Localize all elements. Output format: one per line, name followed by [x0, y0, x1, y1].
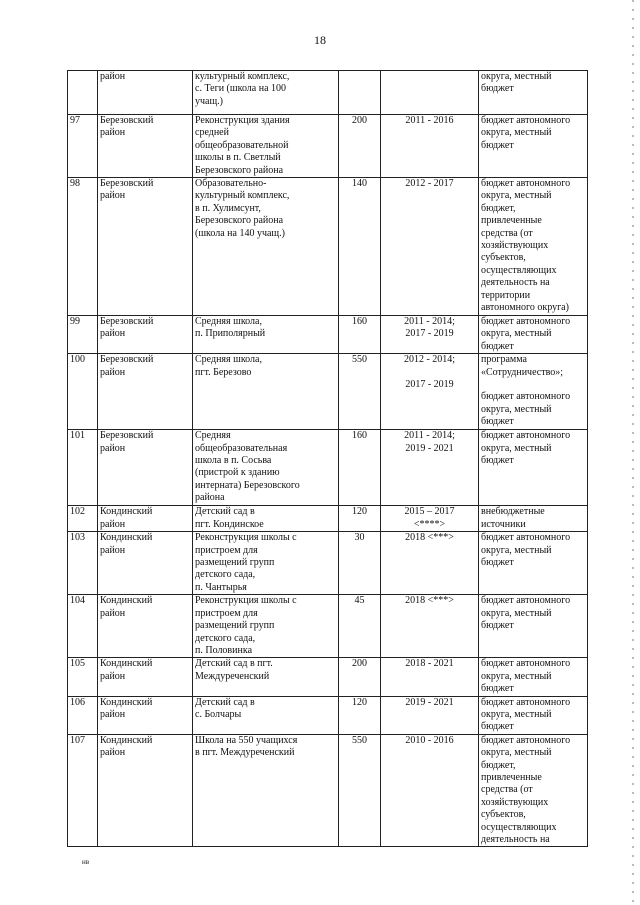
- table-row: [68, 595, 588, 658]
- funding-source-cell: бюджет автономного округа, местный бюджет: [479, 532, 588, 595]
- period-cell: 2019 - 2021: [381, 696, 479, 734]
- table-row: [68, 658, 588, 696]
- scan-edge: [632, 0, 634, 905]
- district-cell: Березовский район: [98, 316, 193, 354]
- row-number: 101: [68, 430, 98, 506]
- page-number: 18: [314, 33, 326, 47]
- row-number: 105: [68, 658, 98, 696]
- capacity-cell: 30: [339, 532, 381, 595]
- funding-source-cell: округа, местный бюджет: [479, 71, 588, 115]
- capacity-cell: 120: [339, 696, 381, 734]
- capacity-cell: 45: [339, 595, 381, 658]
- district-cell: Березовский район: [98, 115, 193, 178]
- row-number: 104: [68, 595, 98, 658]
- row-number: 102: [68, 506, 98, 532]
- table-row: [68, 696, 588, 734]
- funding-source-cell: бюджет автономного округа, местный бюджет: [479, 595, 588, 658]
- capacity-cell: 200: [339, 115, 381, 178]
- period-cell: 2011 - 2016: [381, 115, 479, 178]
- funding-source-cell: программа «Сотрудничество»; бюджет автономного округа, местный бюджет: [479, 354, 588, 430]
- row-number: 99: [68, 316, 98, 354]
- object-cell: Средняя школа, пгт. Березово: [193, 354, 339, 430]
- district-cell: Кондинский район: [98, 532, 193, 595]
- capacity-cell: 120: [339, 506, 381, 532]
- table-row: [68, 430, 588, 506]
- district-cell: Кондинский район: [98, 595, 193, 658]
- row-number: [68, 71, 98, 115]
- district-cell: Кондинский район: [98, 696, 193, 734]
- funding-source-cell: бюджет автономного округа, местный бюджет, привлеченные средства (от хозяйствующих субъектов, осуществляющих деятельность на территории автономного округа): [479, 178, 588, 316]
- district-cell: район: [98, 71, 193, 115]
- capacity-cell: 550: [339, 354, 381, 430]
- funding-source-cell: бюджет автономного округа, местный бюджет, привлеченные средства (от хозяйствующих субъектов, осуществляющих деятельность на: [479, 734, 588, 847]
- period-cell: 2018 - 2021: [381, 658, 479, 696]
- row-number: 106: [68, 696, 98, 734]
- table-row: [68, 178, 588, 316]
- period-cell: 2012 - 2017: [381, 178, 479, 316]
- capacity-cell: 200: [339, 658, 381, 696]
- table-row: [68, 734, 588, 847]
- row-number: 103: [68, 532, 98, 595]
- table-row: [68, 316, 588, 354]
- period-cell: 2018 <***>: [381, 532, 479, 595]
- period-cell: 2015 – 2017 <****>: [381, 506, 479, 532]
- capacity-cell: 160: [339, 316, 381, 354]
- table-row: [68, 354, 588, 430]
- object-cell: Детский сад в с. Болчары: [193, 696, 339, 734]
- period-cell: 2011 - 2014; 2017 - 2019: [381, 316, 479, 354]
- funding-source-cell: бюджет автономного округа, местный бюджет: [479, 696, 588, 734]
- capacity-cell: 140: [339, 178, 381, 316]
- funding-source-cell: бюджет автономного округа, местный бюджет: [479, 430, 588, 506]
- row-number: 100: [68, 354, 98, 430]
- object-cell: Реконструкция здания средней общеобразовательной школы в п. Светлый Березовского района: [193, 115, 339, 178]
- district-cell: Кондинский район: [98, 658, 193, 696]
- district-cell: Кондинский район: [98, 734, 193, 847]
- funding-source-cell: бюджет автономного округа, местный бюджет: [479, 115, 588, 178]
- object-cell: Образовательно- культурный комплекс, в п. Хулимсунт, Березовского района (школа на 140 учащ.): [193, 178, 339, 316]
- object-cell: Средняя общеобразовательная школа в п. Сосьва (пристрой к зданию интерната) Березовского района: [193, 430, 339, 506]
- period-cell: 2011 - 2014; 2019 - 2021: [381, 430, 479, 506]
- district-cell: Березовский район: [98, 354, 193, 430]
- table-row: [68, 506, 588, 532]
- footer-mark: нв: [82, 858, 90, 866]
- district-cell: Кондинский район: [98, 506, 193, 532]
- funding-source-cell: бюджет автономного округа, местный бюджет: [479, 316, 588, 354]
- funding-source-cell: бюджет автономного округа, местный бюджет: [479, 658, 588, 696]
- capacity-cell: 550: [339, 734, 381, 847]
- object-cell: Детский сад в пгт. Междуреченский: [193, 658, 339, 696]
- capacity-cell: [339, 71, 381, 115]
- table-row: [68, 71, 588, 115]
- object-cell: культурный комплекс, с. Теги (школа на 100 учащ.): [193, 71, 339, 115]
- object-cell: Детский сад в пгт. Кондинское: [193, 506, 339, 532]
- district-cell: Березовский район: [98, 178, 193, 316]
- period-cell: [381, 71, 479, 115]
- capacity-cell: 160: [339, 430, 381, 506]
- objects-table: [67, 70, 588, 847]
- funding-source-cell: внебюджетные источники: [479, 506, 588, 532]
- period-cell: 2010 - 2016: [381, 734, 479, 847]
- object-cell: Школа на 550 учащихся в пгт. Междуреченский: [193, 734, 339, 847]
- row-number: 98: [68, 178, 98, 316]
- table-row: [68, 532, 588, 595]
- object-cell: Реконструкция школы с пристроем для размещений групп детского сада, п. Половинка: [193, 595, 339, 658]
- object-cell: Реконструкция школы с пристроем для размещений групп детского сада, п. Чантырья: [193, 532, 339, 595]
- row-number: 107: [68, 734, 98, 847]
- period-cell: 2018 <***>: [381, 595, 479, 658]
- object-cell: Средняя школа, п. Приполярный: [193, 316, 339, 354]
- table-row: [68, 115, 588, 178]
- period-cell: 2012 - 2014; 2017 - 2019: [381, 354, 479, 430]
- row-number: 97: [68, 115, 98, 178]
- district-cell: Березовский район: [98, 430, 193, 506]
